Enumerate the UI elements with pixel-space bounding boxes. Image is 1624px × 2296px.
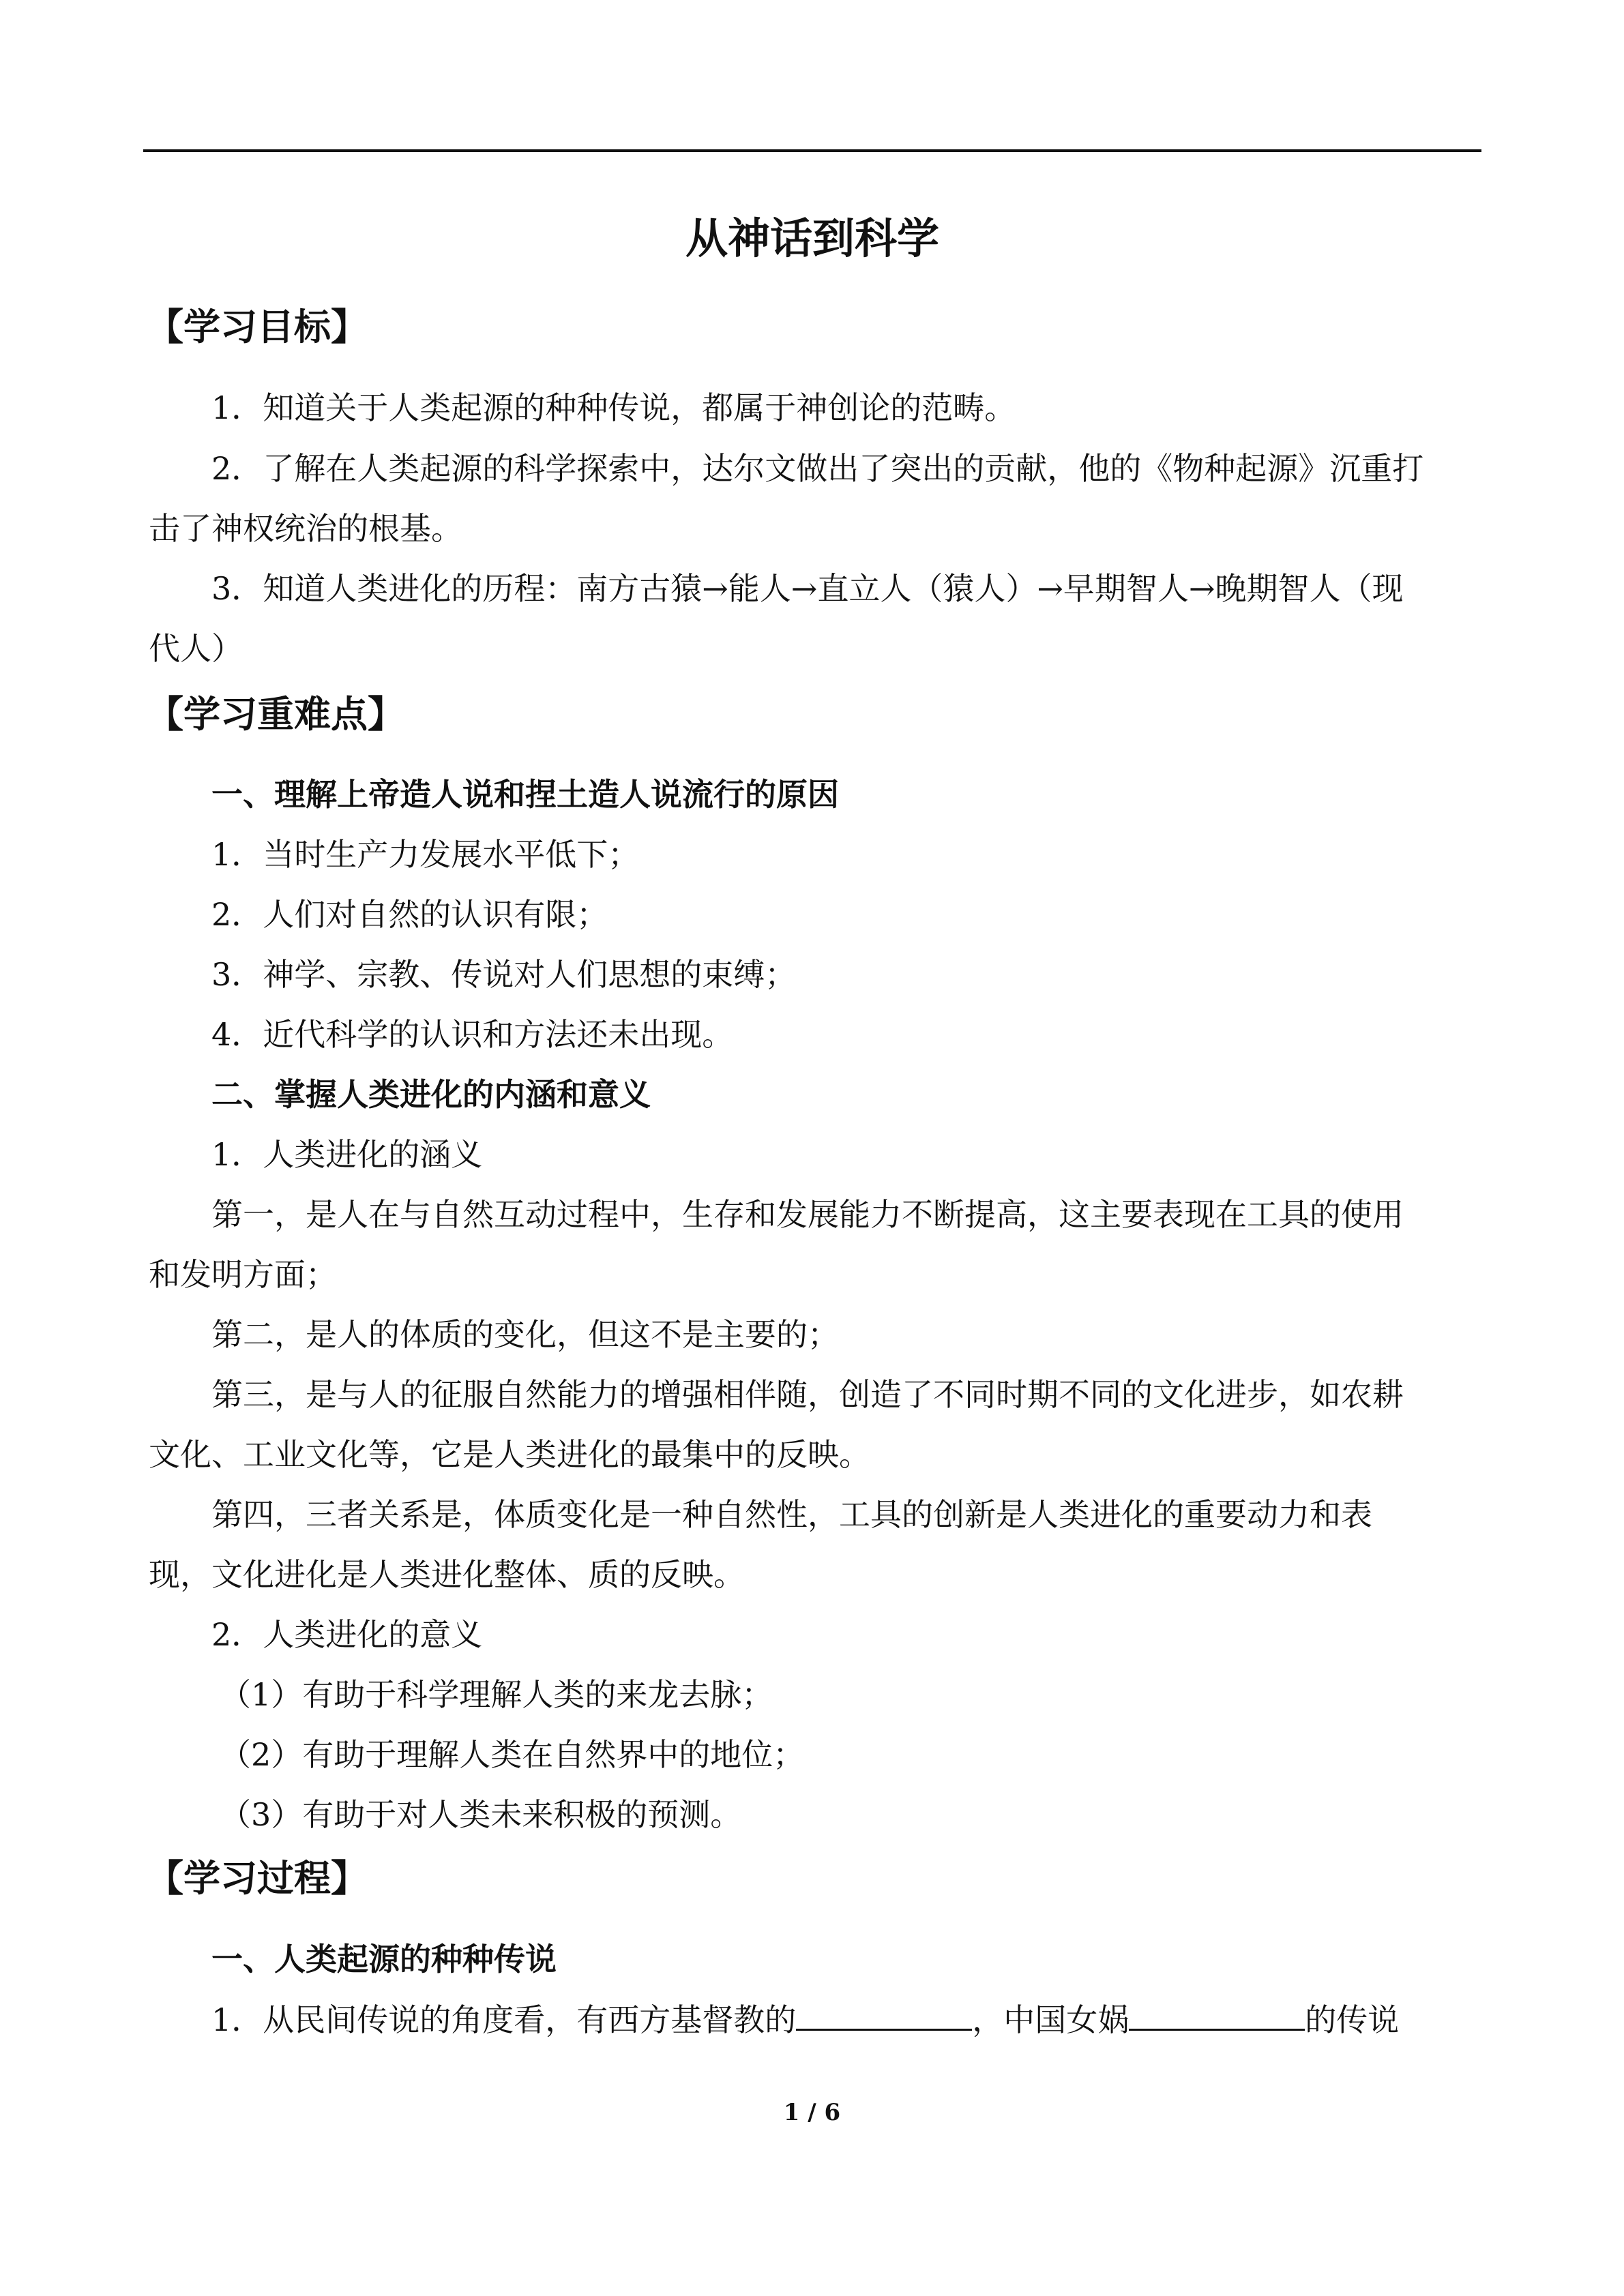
meaning-line-4: 第四，三者关系是，体质变化是一种自然性，工具的创新是人类进化的重要动力和表 (211, 1496, 1372, 1533)
page-title: 从神话到科学 (685, 213, 939, 263)
meaning-line-1: 第一，是人在与自然互动过程中，生存和发展能力不断提高，这主要表现在工具的使用 (211, 1196, 1404, 1233)
meaning-line-2: 第二，是人的体质的变化，但这不是主要的； (211, 1316, 839, 1353)
reason-item-2: 2．人们对自然的认识有限； (211, 896, 608, 933)
question-1-text-a: 1．从民间传说的角度看，有西方基督教的 (211, 2001, 797, 2038)
objective-line-2-cont: 击了神权统治的根基。 (149, 510, 462, 547)
objective-line-3: 3．知道人类进化的历程：南方古猿→能人→直立人（猿人）→早期智人→晚期智人（现 (211, 570, 1404, 607)
objective-line-1: 1．知道关于人类起源的种种传说，都属于神创论的范畴。 (211, 389, 1016, 426)
key-points-sub1-heading: 一、理解上帝造人说和捏土造人说流行的原因 (211, 776, 839, 813)
reason-item-1: 1．当时生产力发展水平低下； (211, 836, 640, 873)
key-points-heading: 【学习重难点】 (147, 693, 404, 736)
objective-line-3-cont: 代人） (149, 630, 243, 667)
page-number: 1 / 6 (783, 2099, 841, 2126)
key-points-sub2-heading: 二、掌握人类进化的内涵和意义 (211, 1076, 651, 1113)
meaning-line-1-cont: 和发明方面； (149, 1256, 337, 1293)
objectives-heading: 【学习目标】 (147, 305, 368, 348)
answer-blank-2[interactable] (1129, 1999, 1305, 2031)
process-sub1-heading: 一、人类起源的种种传说 (211, 1941, 557, 1978)
reason-item-4: 4．近代科学的认识和方法还未出现。 (211, 1016, 734, 1053)
significance-item-3: （3）有助于对人类未来积极的预测。 (220, 1796, 742, 1833)
meaning-line-4-cont: 现，文化进化是人类进化整体、质的反映。 (149, 1556, 745, 1593)
meaning-line-3: 第三，是与人的征服自然能力的增强相伴随，创造了不同时期不同的文化进步，如农耕 (211, 1376, 1404, 1413)
objective-line-2: 2．了解在人类起源的科学探索中，达尔文做出了突出的贡献，他的《物种起源》沉重打 (211, 450, 1424, 487)
evolution-significance-heading: 2．人类进化的意义 (211, 1616, 483, 1653)
question-1-text-b: ，中国女娲 (972, 2001, 1130, 2038)
significance-item-1: （1）有助于科学理解人类的来龙去脉； (220, 1676, 773, 1713)
evolution-meaning-heading: 1．人类进化的涵义 (211, 1136, 483, 1173)
answer-blank-1[interactable] (796, 1999, 972, 2031)
reason-item-3: 3．神学、宗教、传说对人们思想的束缚； (211, 956, 797, 993)
significance-item-2: （2）有助于理解人类在自然界中的地位； (220, 1736, 805, 1773)
header-rule (143, 149, 1481, 152)
process-heading: 【学习过程】 (147, 1857, 368, 1900)
question-1 (211, 1999, 1399, 2040)
question-1-text-c: 的传说 (1305, 2001, 1400, 2038)
meaning-line-3-cont: 文化、工业文化等，它是人类进化的最集中的反映。 (149, 1436, 870, 1473)
